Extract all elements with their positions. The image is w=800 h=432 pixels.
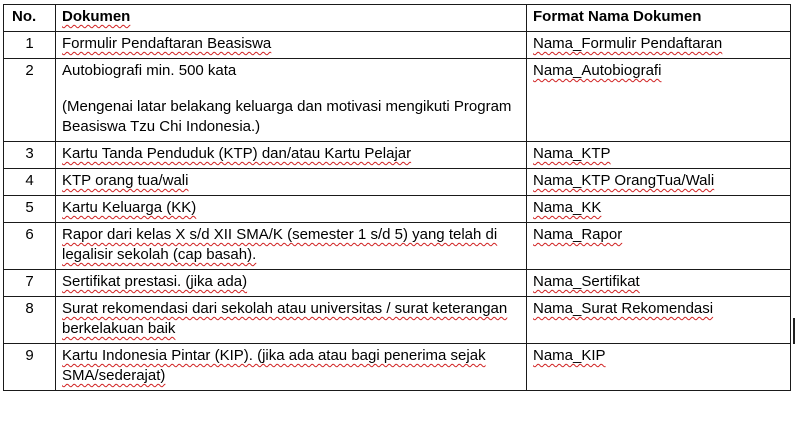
format-text: Nama_Rapor — [533, 226, 623, 243]
table-row — [4, 344, 791, 391]
row-dokumen — [56, 223, 527, 270]
dokumen-text: Kartu Indonesia Pintar (KIP). (jika ada atau bagi penerima sejak SMA/sederajat) — [62, 347, 486, 384]
row-dokumen — [56, 32, 527, 59]
header-no: No. — [4, 5, 56, 32]
row-number: 4 — [4, 169, 56, 196]
row-dokumen — [56, 142, 527, 169]
format-text: Nama_Surat Rekomendasi — [533, 300, 714, 317]
format-text: Nama_KTP — [533, 145, 611, 162]
row-dokumen — [56, 169, 527, 196]
row-number: 9 — [4, 344, 56, 391]
table-row — [4, 59, 791, 142]
format-text: Nama_Formulir Pendaftaran — [533, 35, 723, 52]
header-dokumen — [56, 5, 527, 32]
row-number: 6 — [4, 223, 56, 270]
table-row — [4, 32, 791, 59]
row-format — [527, 297, 791, 344]
header-format: Format Nama Dokumen — [527, 5, 791, 32]
dokumen-text: Kartu Keluarga (KK) — [62, 199, 197, 216]
table-row — [4, 297, 791, 344]
row-dokumen — [56, 344, 527, 391]
row-number: 7 — [4, 270, 56, 297]
dokumen-text: KTP orang tua/wali — [62, 172, 189, 189]
table-row — [4, 169, 791, 196]
dokumen-note: (Mengenai latar belakang keluarga dan motivasi mengikuti Program Beasiswa Tzu Chi Indonesia.) — [62, 98, 512, 135]
format-text: Nama_Sertifikat — [533, 273, 640, 290]
format-text: Nama_KK — [533, 199, 602, 216]
row-format — [527, 169, 791, 196]
row-number: 1 — [4, 32, 56, 59]
dokumen-text: Kartu Tanda Penduduk (KTP) dan/atau Kartu Pelajar — [62, 145, 412, 162]
dokumen-text: Sertifikat prestasi. (jika ada) — [62, 273, 248, 290]
row-format — [527, 344, 791, 391]
row-number: 8 — [4, 297, 56, 344]
dokumen-text: Formulir Pendaftaran Beasiswa — [62, 35, 272, 52]
margin-marker — [793, 318, 795, 344]
table-row — [4, 270, 791, 297]
header-dokumen-text: Dokumen — [62, 8, 131, 25]
dokumen-text: Rapor dari kelas X s/d XII SMA/K (semester 1 s/d 5) yang telah di legalisir sekolah (cap basah). — [62, 226, 498, 263]
row-number: 5 — [4, 196, 56, 223]
row-number: 2 — [4, 59, 56, 142]
row-number: 3 — [4, 142, 56, 169]
dokumen-text: Surat rekomendasi dari sekolah atau universitas / surat keterangan berkelakuan baik — [62, 300, 508, 337]
row-format — [527, 270, 791, 297]
row-format — [527, 196, 791, 223]
format-text: Nama_KIP — [533, 347, 606, 364]
table-header-row — [4, 5, 791, 32]
document-table-container — [3, 4, 791, 391]
row-format — [527, 32, 791, 59]
row-format — [527, 223, 791, 270]
format-text: Nama_KTP OrangTua/Wali — [533, 172, 715, 189]
table-row — [4, 142, 791, 169]
format-text: Nama_Autobiografi — [533, 62, 662, 79]
row-dokumen — [56, 196, 527, 223]
row-dokumen — [56, 270, 527, 297]
table-row — [4, 223, 791, 270]
table-row — [4, 196, 791, 223]
row-dokumen — [56, 297, 527, 344]
row-format — [527, 59, 791, 142]
dokumen-text: Autobiografi min. 500 kata — [62, 62, 237, 79]
row-format — [527, 142, 791, 169]
row-dokumen — [56, 59, 527, 142]
document-requirements-table — [3, 4, 791, 391]
